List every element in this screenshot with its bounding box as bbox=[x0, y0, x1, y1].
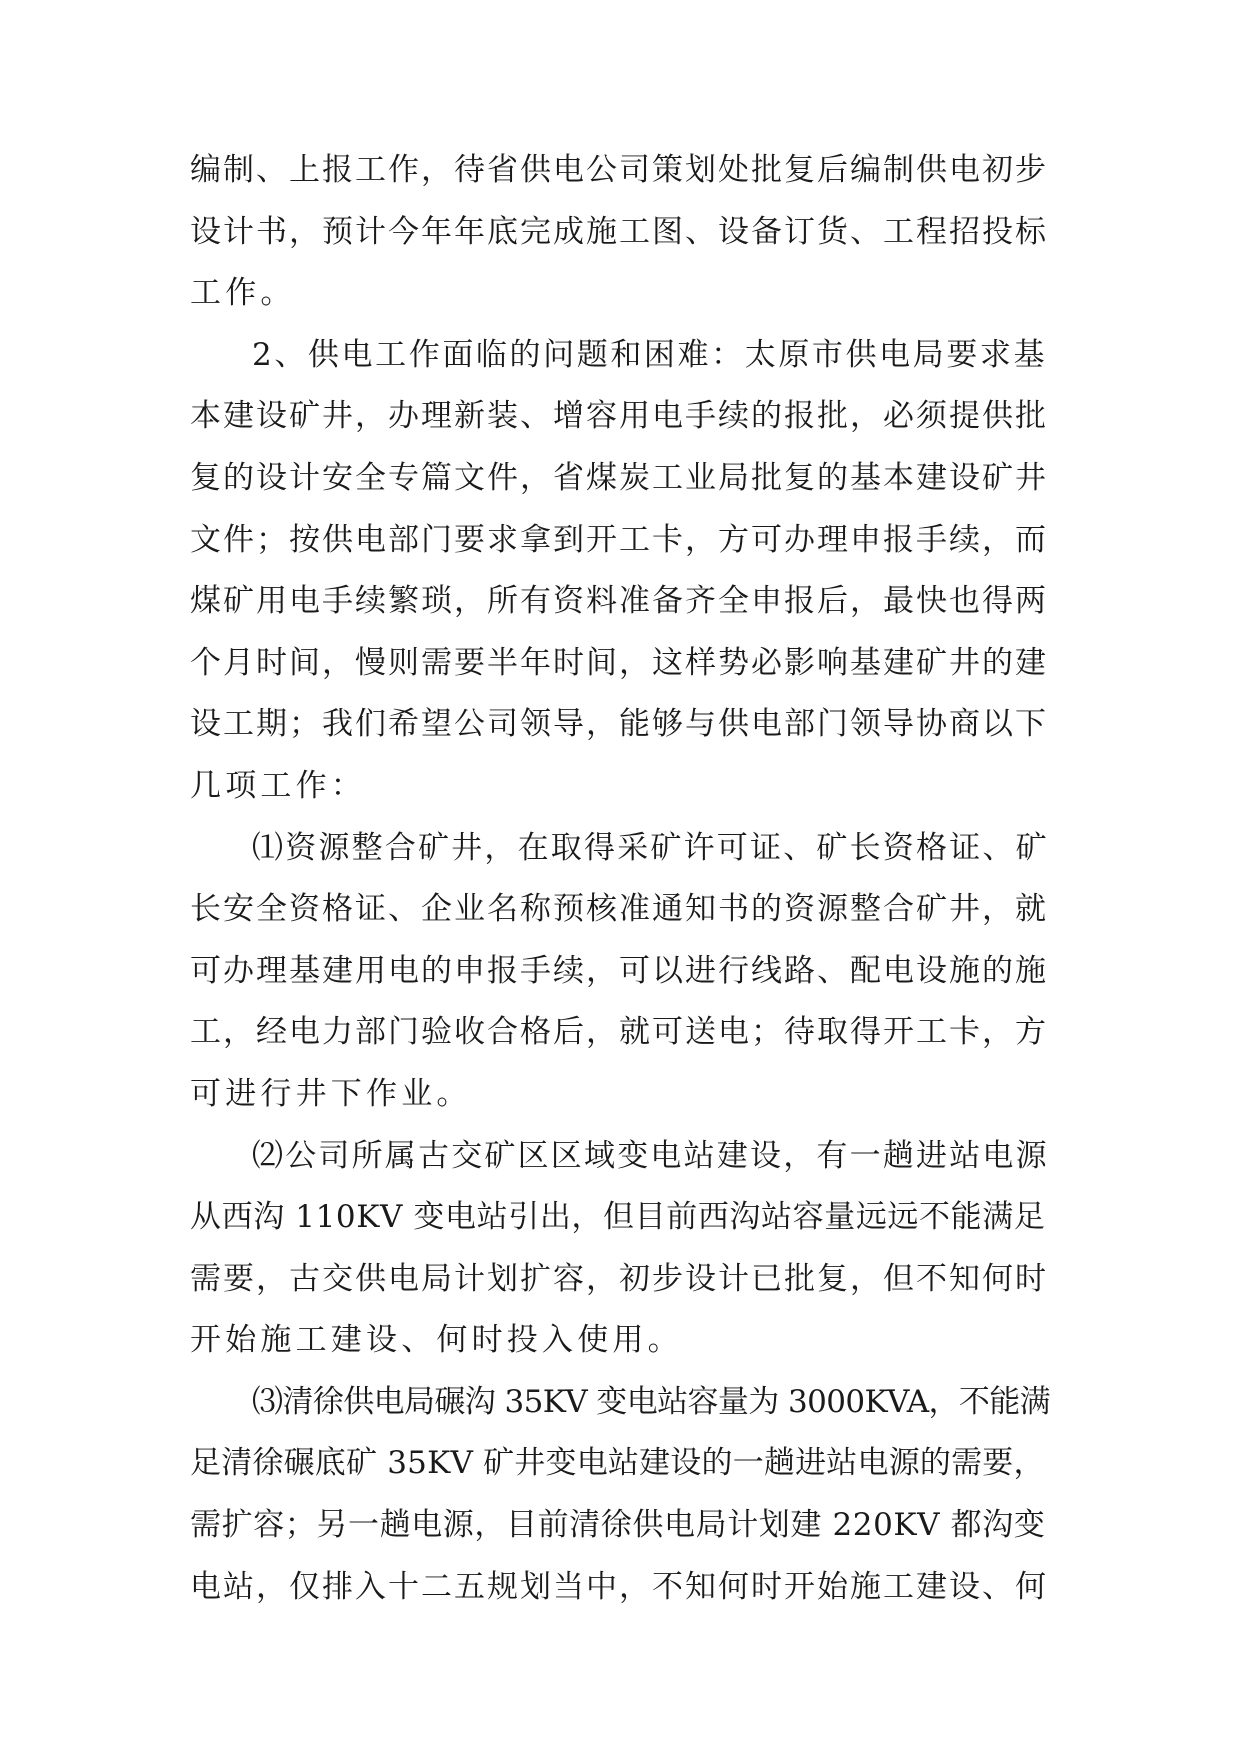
text-line: 需要，古交供电局计划扩容，初步设计已批复，但不知何时 bbox=[190, 1260, 1048, 1297]
text-line: 长安全资格证、企业名称预核准通知书的资源整合矿井，就 bbox=[190, 891, 1048, 928]
text-line: 设工期；我们希望公司领导，能够与供电部门领导协商以下 bbox=[190, 706, 1048, 743]
text-line: 从西沟 110KV 变电站引出，但目前西沟站容量远远不能满足 bbox=[190, 1199, 1046, 1236]
text-line: 可办理基建用电的申报手续，可以进行线路、配电设施的施 bbox=[190, 952, 1048, 989]
text-line: 几项工作： bbox=[190, 767, 366, 804]
text-line: ⑴资源整合矿井，在取得采矿许可证、矿长资格证、矿 bbox=[252, 829, 1049, 866]
text-line: 复的设计安全专篇文件，省煤炭工业局批复的基本建设矿井 bbox=[190, 459, 1048, 496]
text-line: 编制、上报工作，待省供电公司策划处批复后编制供电初步 bbox=[190, 152, 1048, 188]
text-line: 工，经电力部门验收合格后，就可送电；待取得开工卡，方 bbox=[190, 1014, 1048, 1051]
text-line: 可进行井下作业。 bbox=[190, 1075, 472, 1112]
text-line: 足清徐碾底矿 35KV 矿井变电站建设的一趟进站电源的需要， bbox=[190, 1445, 1045, 1482]
body-text bbox=[190, 152, 1051, 1633]
text-line: 开始施工建设、何时投入使用。 bbox=[190, 1322, 683, 1359]
text-line: 本建设矿井，办理新装、增容用电手续的报批，必须提供批 bbox=[190, 398, 1048, 435]
text-line: 工作。 bbox=[190, 275, 296, 312]
text-line: 煤矿用电手续繁琐，所有资料准备齐全申报后，最快也得两 bbox=[190, 583, 1048, 620]
text-line: ⑵公司所属古交矿区区域变电站建设，有一趟进站电源 bbox=[252, 1137, 1049, 1174]
text-line: ⑶清徐供电局碾沟 35KV 变电站容量为 3000KVA，不能满 bbox=[252, 1383, 1051, 1420]
text-line: 文件；按供电部门要求拿到开工卡，方可办理申报手续，而 bbox=[190, 521, 1048, 558]
text-line: 需扩容；另一趟电源，目前清徐供电局计划建 220KV 都沟变 bbox=[190, 1507, 1046, 1544]
text-line: 个月时间，慢则需要半年时间，这样势必影响基建矿井的建 bbox=[190, 644, 1048, 681]
text-line: 电站，仅排入十二五规划当中，不知何时开始施工建设、何 bbox=[190, 1568, 1048, 1605]
text-line: 2、供电工作面临的问题和困难：太原市供电局要求基 bbox=[252, 336, 1048, 373]
text-line: 设计书，预计今年年底完成施工图、设备订货、工程招投标 bbox=[190, 213, 1048, 250]
